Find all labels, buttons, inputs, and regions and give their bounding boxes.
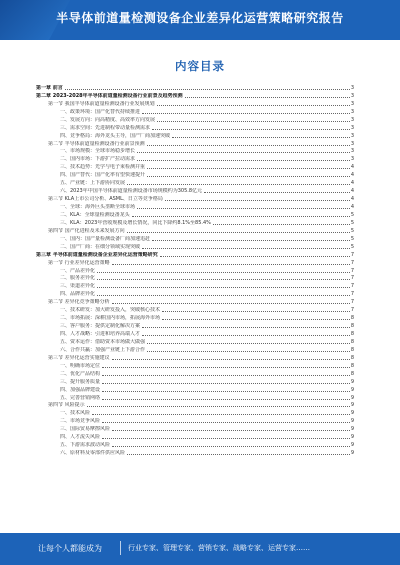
toc-leader-dots (92, 414, 350, 415)
toc-page-number: 9 (350, 394, 354, 401)
toc-entry[interactable] (36, 140, 354, 148)
toc-leader-dots (87, 406, 350, 407)
toc-page-number: 5 (350, 227, 354, 234)
toc-entry[interactable] (36, 84, 354, 92)
toc-entry[interactable] (36, 92, 354, 100)
toc-leader-dots (127, 232, 350, 233)
toc-page-number: 4 (350, 204, 354, 210)
toc-entry[interactable] (36, 219, 354, 227)
toc-leader-dots (162, 319, 350, 320)
toc-page-number: 3 (350, 156, 354, 163)
toc-entry-text: 一、国内：国产量检测设备厂商加速追赶 (60, 235, 151, 242)
toc-page-number: 4 (350, 196, 354, 203)
toc-leader-dots (112, 446, 350, 447)
toc-entry-text: 第三节 差异化运营实施建议 (48, 354, 110, 361)
toc-page-number: 4 (350, 188, 354, 195)
toc-leader-dots (102, 438, 350, 439)
toc-entry-text: 五、下游需求波动风险 (60, 442, 111, 449)
toc-page-number: 7 (350, 267, 354, 274)
toc-leader-dots (137, 208, 350, 209)
toc-leader-dots (157, 121, 350, 122)
toc-leader-dots (112, 264, 350, 265)
header-bar (0, 0, 400, 40)
toc-leader-dots (137, 152, 350, 153)
footer-tagline: 行业专家、管理专家、营销专家、战略专家、运营专家…… (128, 544, 310, 552)
toc-leader-dots (157, 105, 350, 106)
toc-leader-dots (165, 200, 350, 201)
toc-page-number: 9 (350, 434, 354, 441)
toc-leader-dots (142, 248, 350, 249)
toc-page-number: 9 (350, 442, 354, 449)
toc-leader-dots (112, 430, 350, 431)
toc-entry-text: 二、市场竞争风险 (60, 418, 101, 425)
toc-entry[interactable] (36, 108, 354, 116)
toc-entry[interactable] (36, 251, 354, 259)
toc-entry[interactable] (36, 163, 354, 171)
toc-page-number: 8 (350, 370, 354, 377)
toc-page-number: 5 (350, 219, 354, 226)
toc-entry-text: 四、人才战略：引进和培养高端人才 (60, 331, 141, 337)
toc-entry-text: 三、KLA：2023年营收规模及增长情况，同比下降约8.1%至85.4% (60, 219, 211, 226)
toc-entry[interactable] (36, 322, 354, 330)
toc-entry[interactable] (36, 227, 354, 235)
toc-entry-text: 二、服务差异化 (60, 275, 96, 282)
toc-page-number: 3 (350, 84, 354, 91)
toc-entry[interactable] (36, 330, 354, 338)
toc-leader-dots (162, 311, 350, 312)
toc-leader-dots (97, 279, 350, 280)
toc-entry-text: 三、技术趋势：光学与电子束检测并重 (60, 164, 146, 171)
toc-leader-dots (132, 216, 350, 217)
toc-leader-dots (152, 129, 350, 130)
toc-entry-text: 一、产品差异化 (60, 267, 96, 274)
toc-leader-dots (142, 327, 350, 328)
toc-page-number: 3 (350, 148, 354, 155)
toc-entry[interactable] (36, 195, 354, 203)
toc-page-number: 3 (350, 132, 354, 139)
toc-entry[interactable] (36, 243, 354, 251)
toc-entry[interactable] (36, 346, 354, 354)
toc-entry[interactable] (36, 235, 354, 243)
toc-entry[interactable] (36, 211, 354, 219)
toc-page-number: 3 (350, 108, 354, 115)
toc-leader-dots (97, 295, 350, 296)
toc-page-number: 9 (350, 402, 354, 409)
toc-entry[interactable] (36, 187, 354, 195)
toc-page-number: 8 (350, 323, 354, 330)
toc-entry[interactable] (36, 386, 354, 394)
toc-entry-text: 三、客户服务：提供定制化解决方案 (60, 323, 141, 330)
toc-page-number: 8 (350, 315, 354, 322)
toc-entry-text: 一、技术风险 (60, 410, 91, 417)
toc-leader-dots (102, 375, 350, 376)
toc-entry[interactable] (36, 179, 354, 187)
toc-entry-text: 四、竞争格局：海外龙头主导，国产厂商加速突破 (60, 132, 171, 139)
toc-page-number: 8 (350, 331, 354, 337)
toc-entry[interactable] (36, 433, 354, 441)
toc-entry[interactable] (36, 449, 354, 457)
toc-entry-text: 二、发展方向：向高精度、高效率方向发展 (60, 116, 156, 123)
toc-leader-dots (147, 176, 350, 177)
toc-entry-text: 第三章 半导体前道量检测设备企业差异化运营策略研究 (36, 251, 158, 258)
toc-leader-dots (127, 454, 350, 455)
toc-entry[interactable] (36, 155, 354, 163)
toc-entry-text: 一、政策环境：国产化替代持续推进 (60, 108, 141, 115)
toc-leader-dots (97, 272, 350, 273)
toc-leader-dots (102, 422, 350, 423)
toc-entry-text: 第一节 行业差异化运营策略 (48, 259, 110, 266)
toc-entry-text: 二、国内市场：下游扩产拉动需求 (60, 156, 136, 163)
toc-page-number: 3 (350, 100, 354, 107)
toc-leader-dots (97, 287, 350, 288)
toc-page-number: 4 (350, 172, 354, 179)
toc-page-number: 7 (350, 307, 354, 314)
toc-leader-dots (213, 224, 350, 225)
toc-leader-dots (142, 335, 350, 336)
toc-entry-text: 三、国际贸易摩擦风险 (60, 426, 111, 433)
toc-entry-text: 第二节 半导体前道量检测设备行业前景预测 (48, 140, 145, 147)
toc-entry[interactable] (36, 203, 354, 211)
toc-entry-text: 第二节 差异化竞争策略分析 (48, 299, 110, 306)
toc-entry[interactable] (36, 148, 354, 156)
toc-page-number: 7 (350, 259, 354, 266)
toc-entry[interactable] (36, 362, 354, 370)
toc-leader-dots (147, 168, 350, 169)
toc-page-number: 9 (350, 378, 354, 385)
toc-leader-dots (102, 399, 350, 400)
toc-leader-dots (102, 367, 350, 368)
toc-entry-text: 第四节 国产化进程及未来发展方向 (48, 227, 125, 234)
toc-entry-text: 六、合作共赢：加强产业链上下游合作 (60, 346, 146, 353)
toc-leader-dots (127, 184, 350, 185)
toc-leader-dots (204, 192, 350, 193)
toc-page-number: 7 (350, 291, 354, 298)
toc-entry[interactable] (36, 378, 354, 386)
toc-entry[interactable] (36, 441, 354, 449)
toc-entry[interactable] (36, 124, 354, 132)
toc-entry-text: 三、渠道差异化 (60, 283, 96, 290)
toc-entry-text: 第四节 风险提示 (48, 402, 85, 409)
toc-entry[interactable] (36, 306, 354, 314)
toc-entry[interactable] (36, 338, 354, 346)
toc-page-number: 9 (350, 426, 354, 433)
toc-entry-text: 六、原材料及零部件供应风险 (60, 450, 126, 457)
toc-entry-text: 第二章 2023-2028年半导体前道量检测设备行业前景及趋势预测 (36, 92, 183, 99)
toc-entry[interactable] (36, 275, 354, 283)
toc-entry-text: 一、全球：海外巨头垄断全球市场 (60, 204, 136, 210)
toc-page-number: 8 (350, 346, 354, 353)
toc-leader-dots (185, 97, 350, 98)
toc-entry-text: 二、国产厂商：在细分领域实现突破 (60, 243, 141, 250)
toc-leader-dots (102, 391, 350, 392)
toc-leader-dots (65, 89, 350, 90)
toc-page-number: 9 (350, 410, 354, 417)
toc-page-number: 8 (350, 362, 354, 369)
report-title: 半导体前道量检测设备企业差异化运营策略研究报告 (56, 11, 344, 25)
toc-entry[interactable] (36, 425, 354, 433)
toc-page-number: 9 (350, 386, 354, 393)
toc-page-number: 7 (350, 251, 354, 258)
toc-leader-dots (147, 145, 350, 146)
toc-entry-text: 四、品牌差异化 (60, 291, 96, 298)
toc-entry-text: 二、优化产品结构 (60, 370, 101, 377)
toc-entry[interactable] (36, 116, 354, 124)
toc-entry[interactable] (36, 290, 354, 298)
toc-entry[interactable] (36, 314, 354, 322)
toc-page-number: 9 (350, 450, 354, 457)
toc-entry[interactable] (36, 282, 354, 290)
toc-leader-dots (160, 256, 350, 257)
toc-entry[interactable] (36, 370, 354, 378)
toc-page-number: 9 (350, 418, 354, 425)
toc-leader-dots (112, 359, 350, 360)
toc-entry-text: 三、需求空间：先进制程带动量检测需求 (60, 124, 151, 131)
toc-leader-dots (112, 303, 350, 304)
toc-entry-text: 一、明确市场定位 (60, 362, 101, 369)
toc-page-number: 3 (350, 116, 354, 123)
toc-title: 内容目录 (175, 59, 225, 73)
toc-entry-text: 一、市场规模：全球市场稳步增长 (60, 148, 136, 155)
toc-leader-dots (137, 160, 350, 161)
footer-bar (0, 533, 400, 565)
toc-entry[interactable] (36, 259, 354, 267)
toc-leader-dots (142, 113, 350, 114)
toc-entry-text: 五、完善营销网络 (60, 394, 101, 401)
toc-entry[interactable] (36, 402, 354, 410)
toc-page-number: 3 (350, 92, 354, 99)
toc-entry[interactable] (36, 100, 354, 108)
toc-entry-text: 四、加强品牌建设 (60, 386, 101, 393)
toc-page-number: 5 (350, 235, 354, 242)
toc-leader-dots (147, 351, 350, 352)
toc-page-number: 8 (350, 354, 354, 361)
toc-entry-text: 四、国产替代：国产化率有望快速提升 (60, 172, 146, 179)
toc-entry[interactable] (36, 298, 354, 306)
toc-leader-dots (152, 240, 350, 241)
toc-page-number: 8 (350, 338, 354, 345)
toc-entry-text: 第一节 我国半导体前道量检测设备行业发展规划 (48, 100, 155, 107)
toc-page-number: 5 (350, 211, 354, 218)
toc-page-number: 4 (350, 180, 354, 187)
toc-entry-text: 六、2023年中国半导体前道量检测设备市场规模约为305.8亿元 (60, 188, 203, 195)
toc-leader-dots (102, 383, 350, 384)
toc-entry[interactable] (36, 354, 354, 362)
toc-entry-text: 第三节 KLA上市公司分析、ASML、日立等竞争格局 (48, 196, 163, 203)
toc-page-number: 3 (350, 124, 354, 131)
toc-entry[interactable] (36, 267, 354, 275)
toc-leader-dots (147, 343, 350, 344)
toc-entry-text: 二、市场拓展：深耕国内市场，拓展海外市场 (60, 315, 161, 322)
toc-entry-text: 四、人才流失风险 (60, 434, 101, 441)
toc-page-number: 3 (350, 140, 354, 147)
toc-entry[interactable] (36, 132, 354, 140)
toc-page-number: 7 (350, 283, 354, 290)
toc-page-number: 5 (350, 243, 354, 250)
table-of-contents (36, 84, 354, 457)
toc-entry[interactable] (36, 394, 354, 402)
toc-entry-text: 三、提升服务质量 (60, 378, 101, 385)
toc-page-number: 4 (350, 164, 354, 171)
footer-divider (120, 541, 121, 555)
toc-entry-text: 二、KLA：全球量检测设备龙头 (60, 211, 130, 218)
toc-entry[interactable] (36, 409, 354, 417)
toc-entry-text: 第一章 前言 (36, 84, 63, 91)
footer-slogan: 让每个人都能成为 (38, 544, 102, 553)
toc-leader-dots (172, 137, 350, 138)
toc-page-number: 7 (350, 299, 354, 306)
toc-entry[interactable] (36, 171, 354, 179)
toc-entry-text: 一、技术研发：加大研发投入，突破核心技术 (60, 307, 161, 314)
toc-entry-text: 五、资本运作：借助资本市场做大做强 (60, 338, 146, 345)
toc-entry[interactable] (36, 417, 354, 425)
toc-entry-text: 五、产业链：上下游协同发展 (60, 180, 126, 187)
toc-page-number: 7 (350, 275, 354, 282)
